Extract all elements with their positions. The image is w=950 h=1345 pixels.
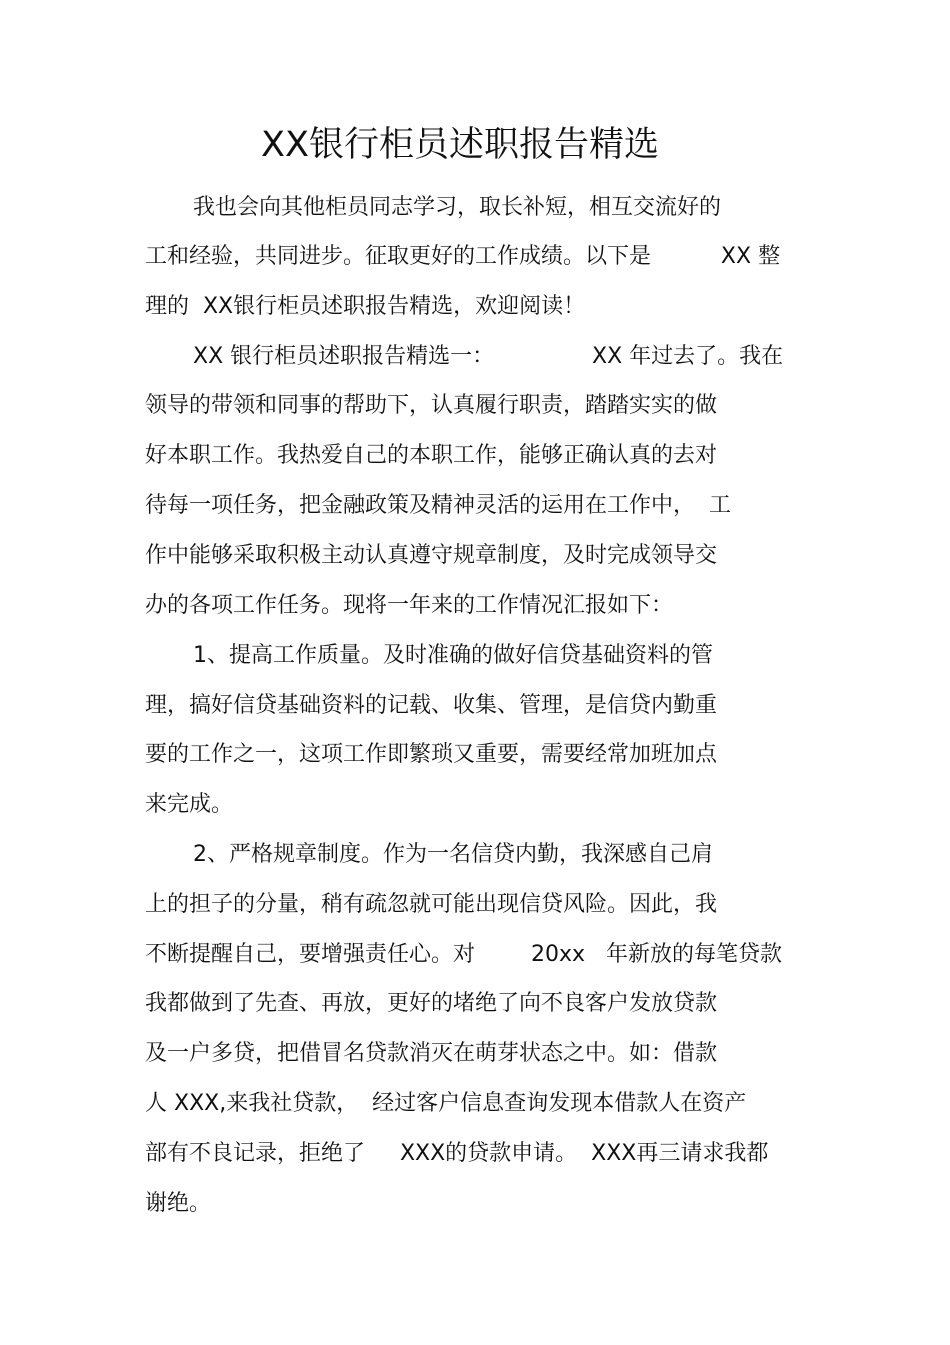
paragraph-line: 理的 XX银行柜员述职报告精选，欢迎阅读！ [145, 294, 586, 319]
paragraph-line: 1、提高工作质量。及时准确的做好信贷基础资料的管 [193, 643, 713, 668]
paragraph-line: 领导的带领和同事的帮助下，认真履行职责，踏踏实实的做 [145, 393, 718, 418]
paragraph-line: 待每一项任务，把金融政策及精神灵活的运用在工作中， 工 [145, 493, 731, 518]
paragraph-line: 我也会向其他柜员同志学习，取长补短，相互交流好的 [193, 195, 722, 220]
paragraph-line: 部有不良记录，拒绝了 XXX的贷款申请。 XXX再三请求我都 [145, 1141, 769, 1166]
paragraph-line: 我都做到了先查、再放，更好的堵绝了向不良客户发放贷款 [145, 991, 718, 1016]
paragraph-line: 作中能够采取积极主动认真遵守规章制度，及时完成领导交 [145, 543, 718, 568]
paragraph-line: 工和经验，共同进步。征取更好的工作成绩。以下是 XX 整 [145, 244, 781, 269]
paragraph-line: 办的各项工作任务。现将一年来的工作情况汇报如下： [145, 593, 674, 618]
paragraph-line: 上的担子的分量，稍有疏忽就可能出现信贷风险。因此，我 [145, 892, 718, 917]
document-title: XX银行柜员述职报告精选 [261, 125, 659, 165]
paragraph-line: 要的工作之一，这项工作即繁琐又重要，需要经常加班加点 [145, 742, 718, 767]
paragraph-line: 理，搞好信贷基础资料的记载、收集、管理，是信贷内勤重 [145, 693, 718, 718]
paragraph-line: XX 银行柜员述职报告精选一： XX 年过去了。我在 [193, 344, 784, 369]
paragraph-line: 来完成。 [145, 792, 234, 817]
paragraph-line: 好本职工作。我热爱自己的本职工作，能够正确认真的去对 [145, 443, 718, 468]
paragraph-line: 及一户多贷，把借冒名贷款消灭在萌芽状态之中。如：借款 [145, 1041, 718, 1066]
paragraph-line: 人 XXX,来我社贷款， 经过客户信息查询发现本借款人在资产 [145, 1091, 747, 1116]
paragraph-line: 不断提醒自己，要增强责任心。对 20xx 年新放的每笔贷款 [145, 942, 782, 967]
paragraph-line: 2、严格规章制度。作为一名信贷内勤，我深感自己肩 [193, 842, 713, 867]
paragraph-line: 谢绝。 [145, 1191, 212, 1216]
